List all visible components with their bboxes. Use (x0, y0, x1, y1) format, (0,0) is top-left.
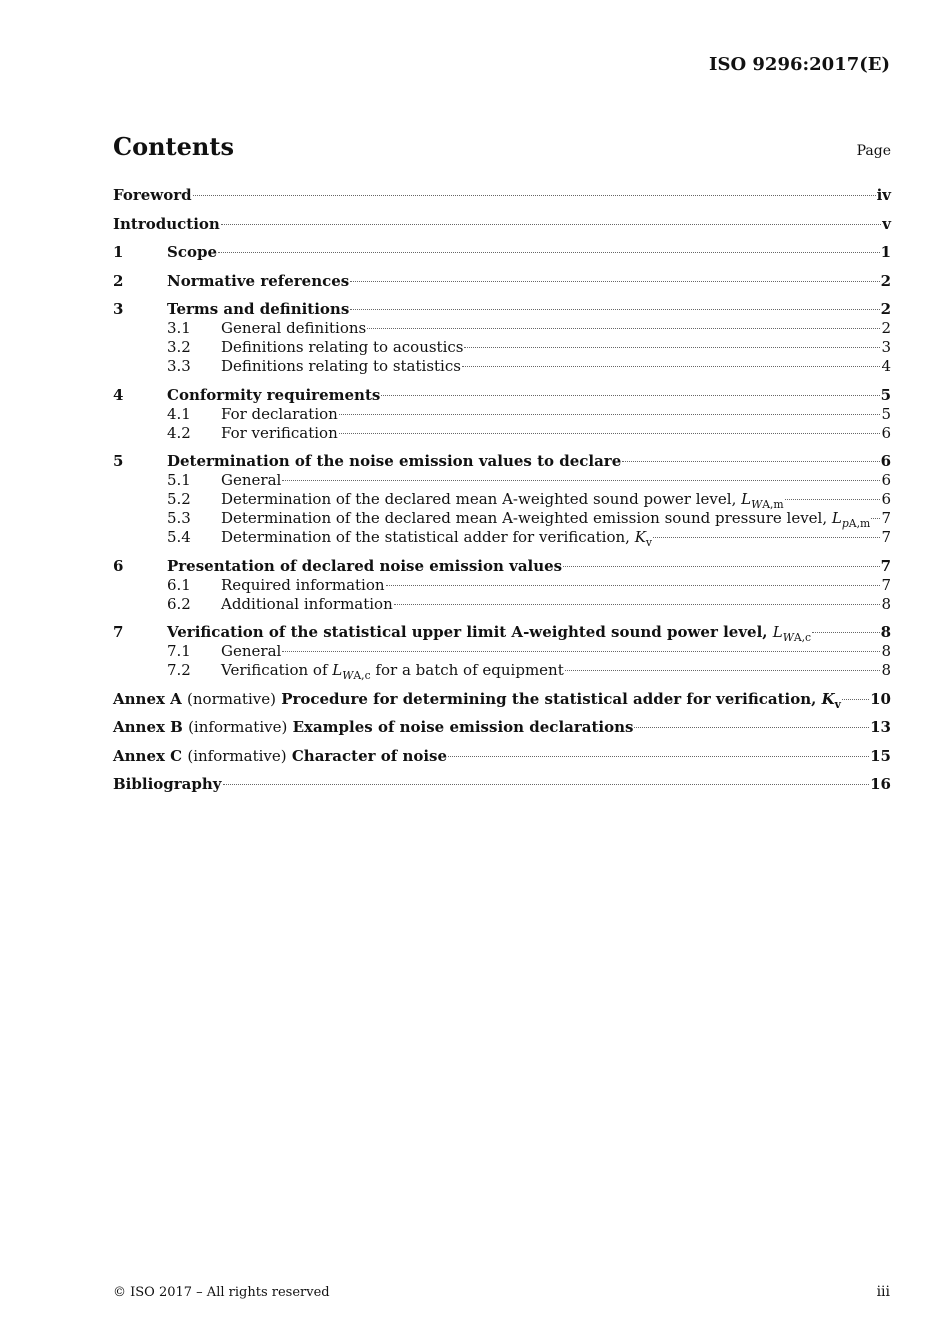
leader-dots (367, 328, 880, 329)
toc-entry-label (167, 623, 811, 642)
label-text: Determination of the declared mean A-weighted emission sound pressure level, (221, 509, 832, 527)
toc-entry-page: 10 (870, 689, 891, 708)
leader-dots (350, 281, 879, 282)
toc-entry-label: For verification (221, 423, 338, 442)
toc-entry-bibliography[interactable] (113, 775, 891, 794)
toc-entry-label (113, 747, 447, 766)
leader-dots (871, 518, 880, 519)
symbol-subscript: v (834, 697, 841, 711)
toc-entry-page: 6 (881, 423, 891, 442)
toc-entry-page: 2 (880, 300, 891, 318)
toc-entry-annex-b[interactable] (113, 718, 891, 737)
toc-entry-verification-upper-limit[interactable] (113, 623, 891, 642)
toc-entry-additional-information[interactable] (113, 595, 891, 614)
toc-entry-general-definitions[interactable] (113, 319, 891, 338)
leader-dots (282, 480, 880, 481)
toc-entry-page: 7 (881, 528, 891, 546)
leader-dots (350, 309, 879, 310)
annex-type: (informative) (188, 718, 288, 736)
toc-entry-label (221, 528, 652, 547)
symbol: L (332, 661, 343, 679)
symbol-subscript: A,c (793, 631, 812, 644)
toc-entry-for-declaration[interactable] (113, 405, 891, 424)
toc-entry-page: 8 (880, 623, 891, 641)
toc-entry-number: 4.1 (167, 404, 191, 423)
leader-dots (563, 566, 879, 567)
toc-entry-label: General definitions (221, 319, 367, 337)
toc-entry-introduction[interactable] (113, 215, 891, 234)
toc-entry-number: 5 (113, 452, 124, 470)
leader-dots (462, 366, 881, 367)
leader-dots (282, 651, 880, 652)
toc-entry-conformity-requirements[interactable] (113, 386, 891, 405)
toc-entry-label: Definitions relating to statistics (221, 357, 461, 375)
leader-dots (785, 499, 881, 500)
toc-entry-label (221, 509, 870, 528)
leader-dots (812, 632, 879, 633)
toc-entry-number: 4.2 (167, 423, 191, 442)
leader-dots (223, 784, 870, 785)
toc-entry-number: 7.1 (167, 642, 191, 660)
toc-entry-statistical-adder[interactable] (113, 528, 891, 547)
toc-entry-label (113, 718, 633, 737)
toc-entry-page: v (882, 214, 891, 233)
label-text: for a batch of equipment (370, 661, 564, 679)
toc-entry-label: Foreword (113, 186, 192, 204)
annex-prefix: Annex B (113, 718, 183, 736)
symbol: L (772, 623, 783, 641)
toc-entry-label: Scope (167, 243, 218, 261)
label-text: Determination of the statistical adder for verification, (221, 528, 635, 546)
page-title: Contents (113, 132, 234, 161)
toc-entry-label: Determination of the noise emission values to declare (167, 452, 622, 470)
symbol: L (741, 490, 752, 508)
copyright-notice: © ISO 2017 – All rights reserved (113, 1285, 330, 1300)
toc-entry-label: Additional information (221, 594, 393, 613)
toc-entry-number: 3 (113, 300, 124, 318)
toc-entry-page: 2 (880, 271, 891, 290)
toc-entry-label: Bibliography (113, 775, 222, 793)
toc-entry-page: 3 (881, 338, 891, 356)
toc-entry-definitions-acoustics[interactable] (113, 338, 891, 357)
leader-dots (394, 604, 881, 605)
leader-dots (193, 195, 876, 196)
toc-entry-label (221, 661, 564, 680)
symbol-subscript: A,m (848, 517, 871, 530)
annex-type: (normative) (187, 689, 276, 708)
toc-entry-page: iv (876, 186, 891, 204)
leader-dots (218, 252, 880, 253)
leader-dots (464, 347, 880, 348)
toc-entry-normative-references[interactable] (113, 272, 891, 291)
toc-entry-annex-a[interactable] (113, 690, 891, 709)
toc-entry-number: 2 (113, 271, 124, 290)
document-id: ISO 9296:2017(E) (709, 54, 890, 75)
toc-entry-label (221, 490, 784, 509)
toc-entry-page: 6 (881, 490, 891, 508)
leader-dots (221, 224, 881, 225)
toc-entry-definitions-statistics[interactable] (113, 357, 891, 376)
toc-entry-declared-sound-power-level[interactable] (113, 490, 891, 509)
toc-entry-annex-c[interactable] (113, 747, 891, 766)
toc-entry-label: Terms and definitions (167, 300, 350, 318)
symbol-subscript-italic: p (841, 517, 849, 530)
leader-dots (622, 461, 879, 462)
toc-entry-foreword[interactable] (113, 186, 891, 205)
toc-entry-page: 5 (880, 385, 891, 404)
toc-entry-label: General (221, 471, 282, 489)
toc-entry-page: 6 (880, 452, 891, 470)
toc-entry-label: Introduction (113, 214, 220, 233)
toc-entry-page: 4 (881, 357, 891, 375)
symbol-subscript: v (645, 536, 653, 549)
toc-entry-number: 3.1 (167, 319, 191, 337)
leader-dots (386, 585, 881, 586)
symbol-subscript: A,c (353, 669, 371, 682)
toc-entry-page: 2 (881, 319, 891, 337)
table-of-contents (113, 186, 891, 794)
toc-entry-page: 1 (880, 243, 891, 261)
toc-entry-page: 15 (870, 746, 891, 765)
toc-entry-presentation-declared-values[interactable] (113, 557, 891, 576)
toc-entry-label: Presentation of declared noise emission values (167, 556, 563, 575)
annex-prefix: Annex C (113, 746, 183, 765)
toc-entry-label: Normative references (167, 271, 350, 290)
toc-entry-label: Conformity requirements (167, 385, 381, 404)
toc-entry-number: 6 (113, 556, 124, 575)
toc-entry-number: 5.1 (167, 471, 191, 489)
toc-entry-page: 6 (881, 471, 891, 489)
toc-entry-general-7-1[interactable] (113, 642, 891, 661)
label-text: Character of noise (291, 746, 448, 765)
label-text: Determination of the declared mean A-weighted sound power level, (221, 490, 742, 508)
toc-entry-number: 4 (113, 385, 124, 404)
symbol: K (821, 689, 835, 708)
contents-heading-row (113, 132, 891, 161)
leader-dots (842, 699, 869, 700)
label-text: Verification of (221, 661, 333, 679)
symbol: L (831, 509, 842, 527)
leader-dots (565, 670, 881, 671)
label-text: Procedure for determining the statistical adder for verification, (281, 689, 822, 708)
leader-dots (448, 756, 869, 757)
leader-dots (381, 395, 879, 396)
leader-dots (634, 727, 869, 728)
symbol-subscript: A,m (762, 498, 784, 511)
toc-entry-page: 16 (870, 775, 891, 793)
toc-entry-number: 7.2 (167, 661, 191, 679)
annex-type: (informative) (187, 746, 287, 765)
symbol: K (634, 528, 646, 546)
toc-entry-scope[interactable] (113, 243, 891, 262)
toc-entry-number: 1 (113, 243, 124, 261)
toc-entry-label: Definitions relating to acoustics (221, 338, 464, 356)
label-text: Verification of the statistical upper limit A-weighted sound power level, (167, 623, 773, 641)
toc-entry-general-5-1[interactable] (113, 471, 891, 490)
toc-entry-label (113, 690, 841, 709)
toc-entry-number: 6.1 (167, 575, 191, 594)
toc-entry-declared-emission-sound-pressure-level[interactable] (113, 509, 891, 528)
toc-entry-number: 5.3 (167, 509, 191, 527)
symbol-subscript-italic: W (782, 631, 794, 644)
toc-entry-page: 7 (881, 509, 891, 527)
toc-entry-label: General (221, 642, 282, 660)
toc-entry-label: For declaration (221, 404, 338, 423)
toc-entry-page: 7 (880, 556, 891, 575)
leader-dots (653, 537, 880, 538)
toc-entry-terms-and-definitions[interactable] (113, 300, 891, 319)
toc-entry-number: 6.2 (167, 594, 191, 613)
toc-entry-number: 5.4 (167, 528, 191, 546)
toc-entry-required-information[interactable] (113, 576, 891, 595)
toc-entry-number: 3.2 (167, 338, 191, 356)
toc-entry-page: 8 (881, 594, 891, 613)
leader-dots (339, 414, 881, 415)
symbol-subscript-italic: W (751, 498, 763, 511)
toc-entry-determination-noise-emission[interactable] (113, 452, 891, 471)
annex-prefix: Annex A (113, 689, 182, 708)
toc-entry-label: Required information (221, 575, 385, 594)
toc-entry-number: 7 (113, 623, 124, 641)
leader-dots (339, 433, 881, 434)
toc-entry-number: 5.2 (167, 490, 191, 508)
toc-entry-number: 3.3 (167, 357, 191, 375)
page-number: iii (876, 1284, 890, 1300)
toc-entry-page: 8 (881, 661, 891, 679)
toc-entry-page: 7 (881, 575, 891, 594)
toc-entry-page: 13 (870, 718, 891, 736)
symbol-subscript-italic: W (342, 669, 354, 682)
toc-entry-for-verification[interactable] (113, 424, 891, 443)
toc-entry-verification-batch[interactable] (113, 661, 891, 680)
toc-entry-page: 8 (881, 642, 891, 660)
label-text: Examples of noise emission declarations (292, 718, 634, 736)
toc-entry-page: 5 (881, 404, 891, 423)
page-column-label: Page (856, 143, 891, 159)
